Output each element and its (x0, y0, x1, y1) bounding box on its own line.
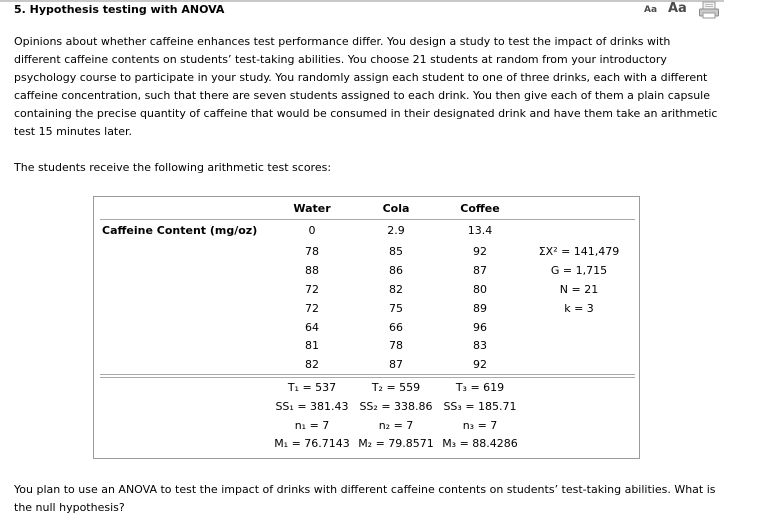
score-cell: 81 (305, 339, 319, 352)
n-3: n₃ = 7 (462, 419, 498, 432)
intro-paragraph: Opinions about whether caffeine enhances test performance differ. You design a study to test the impact of drinks with different caffeine contents on students’ test-taking abilities. You choose 21 students at random from your introductory psychology course to participate in your study. You randomly assign each student to one of three drinks, each with a different caffeine concentration, such that there are seven students assigned to each drink. You then give each of them a plain capsule containing the precise quantity of caffeine that would be consumed in their designated drink and have them take an arithmetic test 15 minutes later. (14, 35, 718, 138)
caffeine-cola: 2.9 (387, 224, 405, 237)
top-divider (0, 0, 724, 2)
mean-2: M₂ = 79.8571 (358, 437, 434, 450)
font-size-large-button[interactable]: Aa (668, 1, 687, 16)
caffeine-coffee: 13.4 (467, 224, 493, 237)
col-header-cola: Cola (382, 202, 410, 215)
score-cell: 96 (473, 321, 487, 334)
score-cell: 78 (389, 339, 403, 352)
total-2: T₂ = 559 (371, 381, 421, 394)
score-cell: 85 (389, 245, 403, 258)
mean-3: M₃ = 88.4286 (442, 437, 518, 450)
summary-divider-bottom (100, 377, 635, 378)
total-n: N = 21 (559, 283, 599, 296)
grand-total: G = 1,715 (550, 264, 608, 277)
question-title: 5. Hypothesis testing with ANOVA (14, 3, 225, 16)
score-cell: 92 (473, 358, 487, 371)
caffeine-water: 0 (308, 224, 316, 237)
ss-3: SS₃ = 185.71 (443, 400, 517, 413)
total-3: T₃ = 619 (455, 381, 505, 394)
col-header-coffee: Coffee (460, 202, 500, 215)
score-cell: 86 (389, 264, 403, 277)
score-cell: 78 (305, 245, 319, 258)
n-1: n₁ = 7 (294, 419, 330, 432)
header-divider (100, 219, 635, 220)
question-prompt: You plan to use an ANOVA to test the impact of drinks with different caffeine contents on students’ test-taking abilities. What is the null hypothesis? (14, 483, 716, 514)
score-cell: 80 (473, 283, 487, 296)
sum-x-squared: ΣX² = 141,479 (538, 245, 620, 258)
score-cell: 64 (305, 321, 319, 334)
score-cell: 82 (305, 358, 319, 371)
score-cell: 75 (389, 302, 403, 315)
n-2: n₂ = 7 (378, 419, 414, 432)
score-cell: 82 (389, 283, 403, 296)
score-cell: 72 (305, 302, 319, 315)
col-header-water: Water (293, 202, 331, 215)
font-size-small-button[interactable]: Aa (644, 5, 658, 15)
score-cell: 92 (473, 245, 487, 258)
score-cell: 66 (389, 321, 403, 334)
summary-divider-top (100, 374, 635, 375)
k-groups: k = 3 (564, 302, 594, 315)
total-1: T₁ = 537 (287, 381, 337, 394)
scores-intro: The students receive the following arithmetic test scores: (14, 161, 332, 174)
ss-2: SS₂ = 338.86 (359, 400, 433, 413)
printer-icon[interactable] (698, 1, 720, 19)
ss-1: SS₁ = 381.43 (275, 400, 349, 413)
score-cell: 87 (473, 264, 487, 277)
score-cell: 88 (305, 264, 319, 277)
score-cell: 83 (473, 339, 487, 352)
mean-1: M₁ = 76.7143 (274, 437, 350, 450)
scores-table (93, 196, 640, 459)
caffeine-row-label: Caffeine Content (mg/oz) (102, 224, 258, 237)
score-cell: 72 (305, 283, 319, 296)
score-cell: 87 (389, 358, 403, 371)
score-cell: 89 (473, 302, 487, 315)
